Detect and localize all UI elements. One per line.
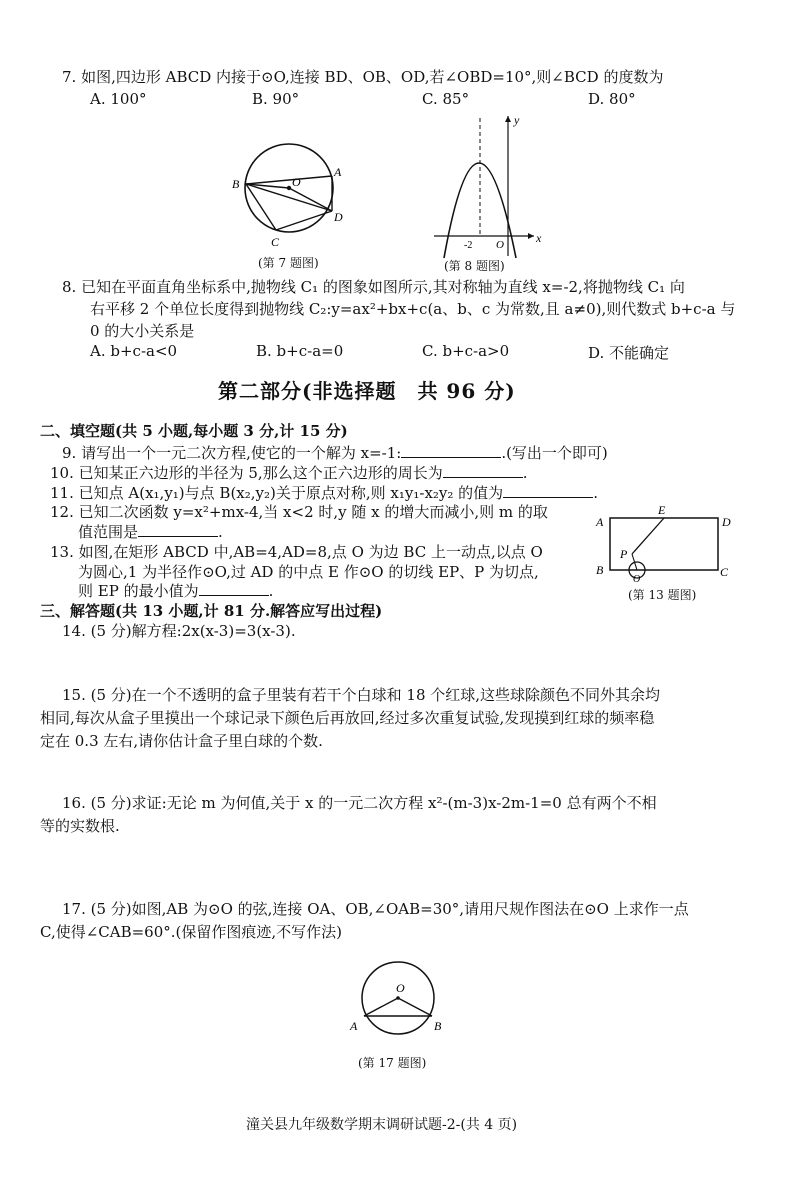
fig13-label-d: D xyxy=(722,515,731,529)
q15-line1: 15. (5 分)在一个不透明的盒子里装有若干个白球和 18 个红球,这些球除颜色不同外其余均 xyxy=(62,686,661,704)
page-footer: 潼关县九年级数学期末调研试题-2-(共 4 页) xyxy=(246,1117,518,1133)
solve-section-header: 三、解答题(共 13 小题,计 81 分.解答应写出过程) xyxy=(40,602,383,620)
figure-8-parabola-graph xyxy=(424,108,554,260)
fig13-label-o: O xyxy=(633,574,641,585)
q7-option-d: D. 80° xyxy=(588,90,636,108)
figure-7-caption: (第 7 题图) xyxy=(258,256,319,270)
fig8-label-minus2: -2 xyxy=(464,240,473,251)
q14: 14. (5 分)解方程:2x(x-3)=3(x-3). xyxy=(62,622,296,640)
fig7-label-d: D xyxy=(334,210,343,224)
q7-option-a: A. 100° xyxy=(90,90,147,108)
q8-option-b: B. b+c-a=0 xyxy=(256,342,344,360)
figure-17-caption: (第 17 题图) xyxy=(358,1056,427,1070)
figure-13-rectangle-diagram xyxy=(592,496,752,586)
q12-line2: 值范围是 . xyxy=(78,523,223,541)
q12-line1: 12. 已知二次函数 y=x²+mx-4,当 x<2 时,y 随 x 的增大而减小,则 m 的取 xyxy=(50,503,548,521)
part-two-title: 第二部分(非选择题 共 96 分) xyxy=(218,379,516,403)
figure-7-circle-diagram xyxy=(228,140,358,270)
figure-17-circle-diagram xyxy=(346,960,446,1050)
q17-line1: 17. (5 分)如图,AB 为⊙O 的弦,连接 OA、OB,∠OAB=30°,请用尺规作图法在⊙O 上求作一点 xyxy=(62,900,689,918)
q7-option-c: C. 85° xyxy=(422,90,470,108)
fig17-label-b: B xyxy=(434,1019,442,1033)
fig7-label-a: A xyxy=(334,165,342,179)
q16-line2: 等的实数根. xyxy=(40,817,120,835)
fig8-label-y: y xyxy=(514,113,520,127)
q15-line3: 定在 0.3 左右,请你估计盒子里白球的个数. xyxy=(40,732,323,750)
q13-line2: 为圆心,1 为半径作⊙O,过 AD 的中点 E 作⊙O 的切线 EP、P 为切点, xyxy=(78,563,539,581)
fig7-label-b: B xyxy=(232,177,240,191)
fig8-label-x: x xyxy=(536,231,542,245)
fig13-label-b: B xyxy=(596,563,604,577)
q10: 10. 已知某正六边形的半径为 5,那么这个正六边形的周长为 . xyxy=(50,464,528,482)
q8-option-c: C. b+c-a>0 xyxy=(422,342,510,360)
q7-stem: 7. 如图,四边形 ABCD 内接于⊙O,连接 BD、OB、OD,若∠OBD=10°,则∠BCD 的度数为 xyxy=(62,68,664,86)
q13-line1: 13. 如图,在矩形 ABCD 中,AB=4,AD=8,点 O 为边 BC 上一动点,以点 O xyxy=(50,543,543,561)
figure-13-caption: (第 13 题图) xyxy=(628,588,697,602)
figure-8-caption: (第 8 题图) xyxy=(444,259,505,273)
fig13-label-e: E xyxy=(658,503,666,517)
fig17-label-a: A xyxy=(350,1019,358,1033)
fig13-label-a: A xyxy=(596,515,604,529)
q13-line3: 则 EP 的最小值为 . xyxy=(78,582,274,600)
q11: 11. 已知点 A(x₁,y₁)与点 B(x₂,y₂)关于原点对称,则 x₁y₁-x₂y₂ 的值为 . xyxy=(50,484,598,502)
fig13-label-p: P xyxy=(620,547,628,561)
fig8-label-o: O xyxy=(496,239,504,251)
q8-stem-line1: 8. 已知在平面直角坐标系中,抛物线 C₁ 的图象如图所示,其对称轴为直线 x=-2,将抛物线 C₁ 向 xyxy=(62,278,685,296)
q8-stem-line3: 0 的大小关系是 xyxy=(90,322,195,340)
q8-option-d: D. 不能确定 xyxy=(588,344,670,362)
q16-line1: 16. (5 分)求证:无论 m 为何值,关于 x 的一元二次方程 x²-(m-3)x-2m-1=0 总有两个不相 xyxy=(62,794,657,812)
fig13-label-c: C xyxy=(720,565,729,579)
q9: 9. 请写出一个一元二次方程,使它的一个解为 x=-1: .(写出一个即可) xyxy=(62,444,608,462)
fig7-label-o: O xyxy=(292,175,301,189)
q7-option-b: B. 90° xyxy=(252,90,300,108)
fig7-label-c: C xyxy=(271,235,280,249)
q15-line2: 相同,每次从盒子里摸出一个球记录下颜色后再放回,经过多次重复试验,发现摸到红球的频率稳 xyxy=(40,709,655,727)
q17-line2: C,使得∠CAB=60°.(保留作图痕迹,不写作法) xyxy=(40,923,343,941)
q8-stem-line2: 右平移 2 个单位长度得到抛物线 C₂:y=ax²+bx+c(a、b、c 为常数,且 a≠0),则代数式 b+c-a 与 xyxy=(90,300,736,318)
fig17-label-o: O xyxy=(396,981,405,995)
q8-option-a: A. b+c-a<0 xyxy=(90,342,178,360)
fill-blank-section-header: 二、填空题(共 5 小题,每小题 3 分,计 15 分) xyxy=(40,422,348,440)
